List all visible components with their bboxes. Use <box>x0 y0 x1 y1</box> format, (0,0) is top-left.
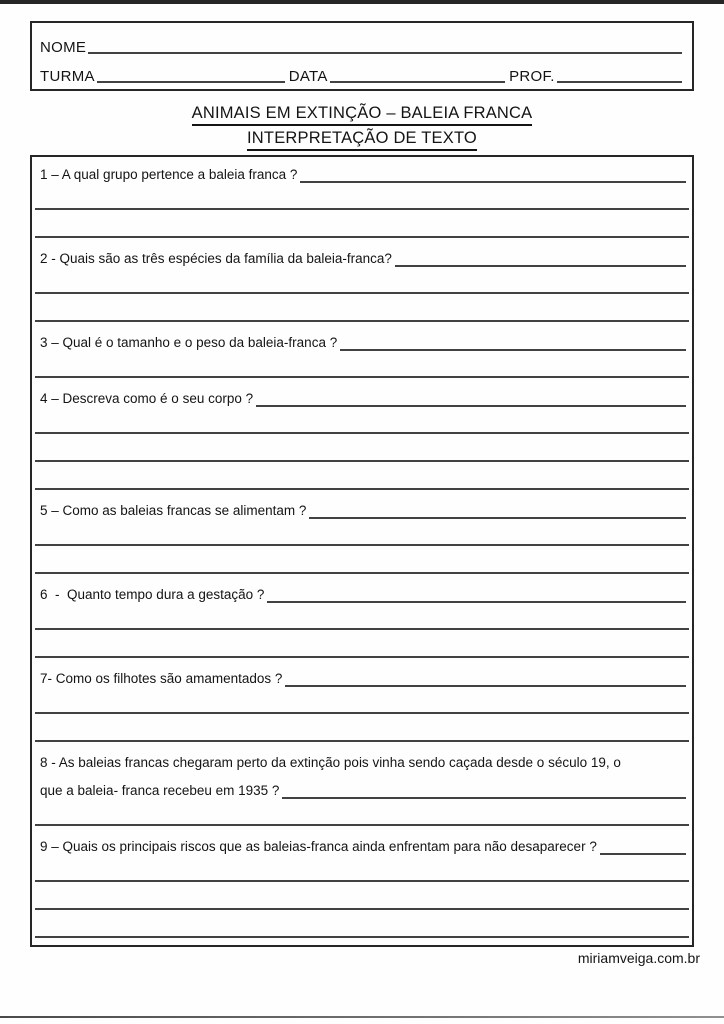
class-date-prof-row <box>40 57 682 86</box>
answer-blank-row <box>40 411 686 439</box>
question-line <box>40 159 686 187</box>
worksheet-title: ANIMAIS EM EXTINÇÃO – BALEIA FRANCA <box>192 103 533 126</box>
question-line <box>40 243 686 271</box>
question-text: 6 - Quanto tempo dura a gestação ? <box>40 587 265 602</box>
answer-write-line <box>35 572 689 574</box>
question-text: 7- Como os filhotes são amamentados ? <box>40 671 283 686</box>
answer-blank-row <box>40 635 686 663</box>
question-text: 8 - As baleias francas chegaram perto da extinção pois vinha sendo caçada desde o século 19, o <box>40 755 621 770</box>
question-text: 4 – Descreva como é o seu corpo ? <box>40 391 254 406</box>
question-text: 1 – A qual grupo pertence a baleia franca ? <box>40 167 298 182</box>
question-line <box>40 327 686 355</box>
answer-blank-row <box>40 551 686 579</box>
name-row <box>40 28 682 57</box>
question-text: 3 – Qual é o tamanho e o peso da baleia-franca ? <box>40 335 338 350</box>
question-text: 9 – Quais os principais riscos que as baleias-franca ainda enfrentam para não desaparecer ? <box>40 839 597 854</box>
answer-blank-row <box>40 691 686 719</box>
question-text: 5 – Como as baleias francas se alimentam ? <box>40 503 307 518</box>
answer-blank-row <box>40 887 686 915</box>
answer-blank-row <box>40 439 686 467</box>
answer-blank-row <box>40 915 686 943</box>
answer-write-line <box>395 265 686 267</box>
answer-write-line <box>267 601 686 603</box>
answer-write-line <box>35 740 689 742</box>
answer-write-line <box>35 880 689 882</box>
name-write-line <box>88 52 682 54</box>
answer-write-line <box>35 208 689 210</box>
answer-write-line <box>309 517 686 519</box>
answer-write-line <box>35 376 689 378</box>
class-write-line <box>97 81 285 83</box>
scan-artifact-top-edge <box>0 0 724 4</box>
answer-write-line <box>600 853 686 855</box>
answer-write-line <box>35 292 689 294</box>
footer-credit: miriamveiga.com.br <box>577 950 700 966</box>
answer-write-line <box>35 432 689 434</box>
answer-blank-row <box>40 215 686 243</box>
answer-blank-row <box>40 467 686 495</box>
answer-blank-row <box>40 859 686 887</box>
question-line <box>40 775 686 803</box>
student-info-box <box>30 21 694 91</box>
answer-write-line <box>35 712 689 714</box>
answer-write-line <box>35 936 689 938</box>
answer-write-line <box>300 181 686 183</box>
question-line <box>40 747 686 775</box>
answer-blank-row <box>40 803 686 831</box>
answer-write-line <box>285 685 686 687</box>
answer-write-line <box>340 349 686 351</box>
answer-blank-row <box>40 299 686 327</box>
answer-blank-row <box>40 607 686 635</box>
answer-write-line <box>35 236 689 238</box>
prof-label: PROF. <box>509 68 555 85</box>
prof-write-line <box>557 81 682 83</box>
answer-blank-row <box>40 523 686 551</box>
answer-blank-row <box>40 187 686 215</box>
answer-write-line <box>35 908 689 910</box>
title-block <box>0 103 724 153</box>
date-write-line <box>330 81 505 83</box>
class-label: TURMA <box>40 68 95 85</box>
questions-box <box>30 155 694 947</box>
question-line <box>40 579 686 607</box>
date-label: DATA <box>288 68 328 85</box>
answer-blank-row <box>40 355 686 383</box>
answer-write-line <box>35 460 689 462</box>
question-line <box>40 383 686 411</box>
question-text: 2 - Quais são as três espécies da família da baleia-franca? <box>40 251 392 266</box>
question-text: que a baleia- franca recebeu em 1935 ? <box>40 783 280 798</box>
question-line <box>40 663 686 691</box>
answer-blank-row <box>40 271 686 299</box>
answer-write-line <box>35 320 689 322</box>
name-label: NOME <box>40 39 87 56</box>
answer-blank-row <box>40 719 686 747</box>
answer-write-line <box>35 544 689 546</box>
answer-write-line <box>282 797 686 799</box>
answer-write-line <box>256 405 686 407</box>
worksheet-subtitle: INTERPRETAÇÃO DE TEXTO <box>247 128 477 151</box>
answer-write-line <box>35 656 689 658</box>
scan-artifact-bottom-edge <box>0 1016 724 1018</box>
answer-write-line <box>35 488 689 490</box>
question-line <box>40 831 686 859</box>
answer-write-line <box>35 628 689 630</box>
question-line <box>40 495 686 523</box>
answer-write-line <box>35 824 689 826</box>
